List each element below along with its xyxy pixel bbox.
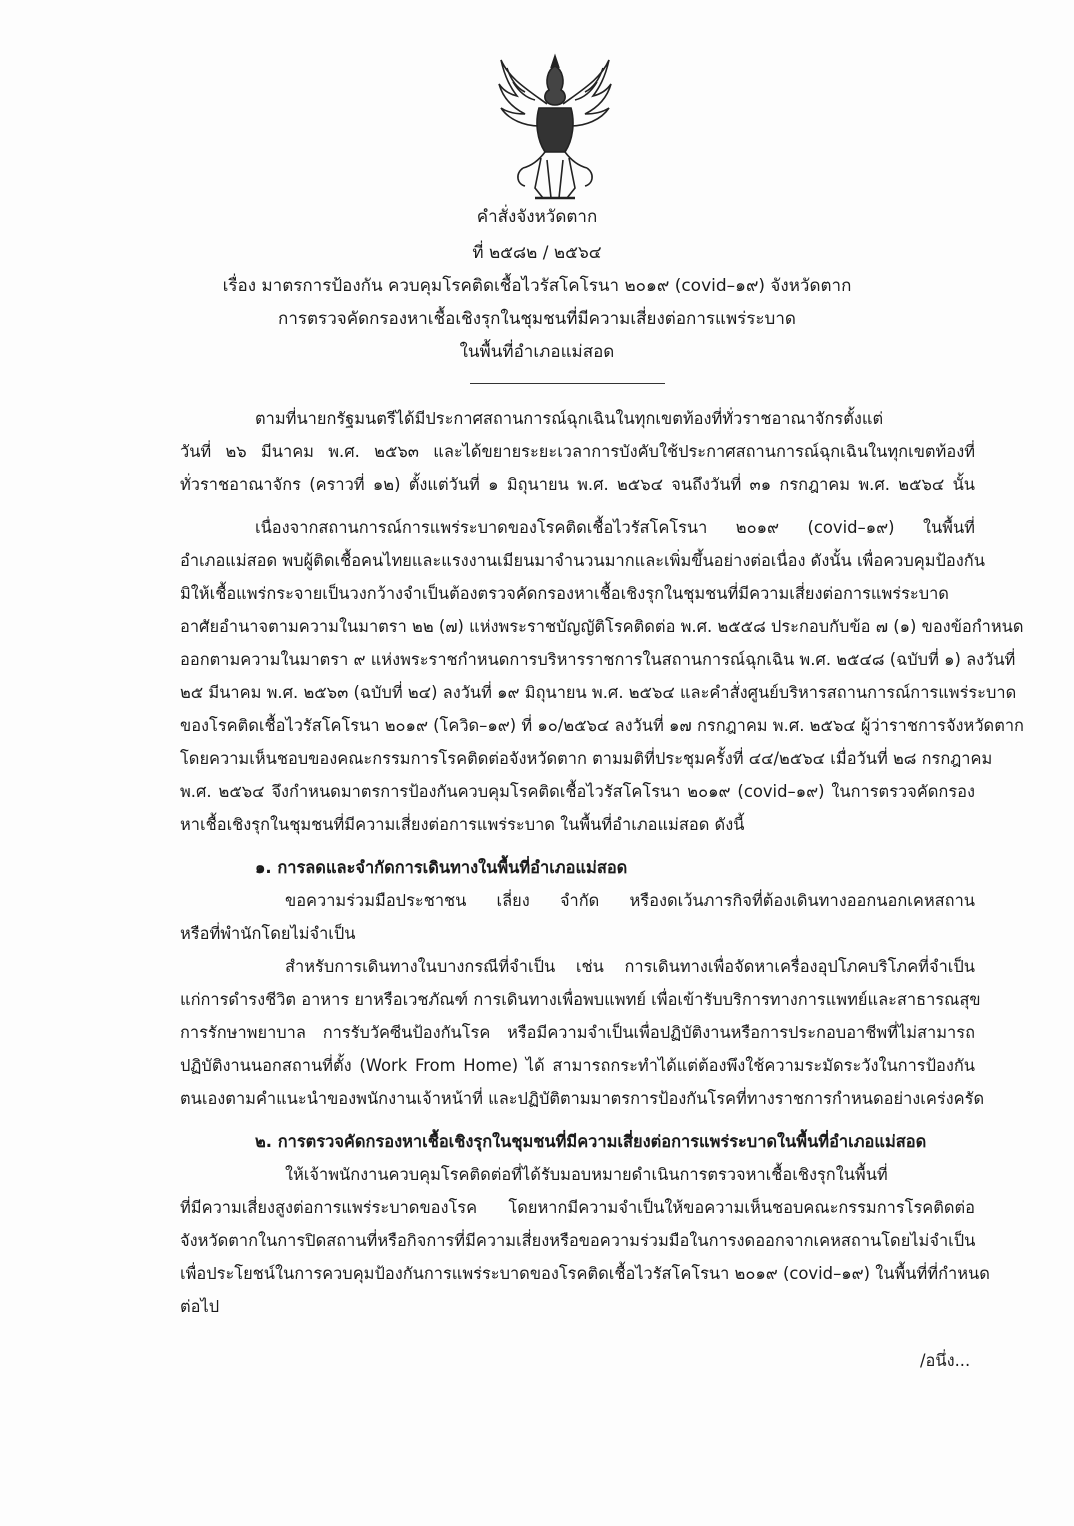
paragraph-2-line: อาศัยอำนาจตามความในมาตรา ๒๒ (๗) แห่งพระราชบัญญัติโรคติดต่อ พ.ศ. ๒๕๕๘ ประกอบกับข้อ ๗ (๑) ของข้อกำหนด (180, 617, 1024, 636)
section-1-line: การรักษาพยาบาล การรับวัคซีนป้องกันโรค หรือมีความจำเป็นเพื่อปฏิบัติงานหรือการประกอบอาชีพที่ไม่สามารถ (180, 1023, 975, 1042)
section-1-line: ขอความร่วมมือประชาชน เลี่ยง จำกัด หรืองดเว้นภารกิจที่ต้องเดินทางออกนอกเคหสถาน (285, 891, 975, 910)
title-divider (470, 383, 665, 384)
section-1-line: หรือที่พำนักโดยไม่จำเป็น (180, 924, 356, 943)
section-1-line: ปฏิบัติงานนอกสถานที่ตั้ง (Work From Home) ได้ สามารถกระทำได้แต่ต้องพึงใช้ความระมัดระวังในการป้องกัน (180, 1056, 975, 1075)
subject-line-1: เรื่อง มาตรการป้องกัน ควบคุมโรคติดเชื้อไวรัสโคโรนา ๒๐๑๙ (covid–๑๙) จังหวัดตาก (222, 276, 852, 296)
paragraph-2-line: ๒๕ มีนาคม พ.ศ. ๒๕๖๓ (ฉบับที่ ๒๔) ลงวันที่ ๑๙ มิถุนายน พ.ศ. ๒๕๖๔ และคำสั่งศูนย์บริหารสถานการณ์การแพร่ระบาด (180, 683, 1017, 702)
paragraph-1-line: วันที่ ๒๖ มีนาคม พ.ศ. ๒๕๖๓ และได้ขยายระยะเวลาการบังคับใช้ประกาศสถานการณ์ฉุกเฉินในทุกเขตท้องที่ (180, 442, 975, 461)
section-1-line: แก่การดำรงชีวิต อาหาร ยาหรือเวชภัณฑ์ การเดินทางเพื่อพบแพทย์ เพื่อเข้ารับบริการทางการแพทย์และสาธารณสุข (180, 990, 981, 1009)
order-number: ที่ ๒๕๘๒ / ๒๕๖๔ (472, 243, 602, 263)
section-2-line: จังหวัดตากในการปิดสถานที่หรือกิจการที่มีความเสี่ยงหรือขอความร่วมมือในการงดออกจากเคหสถานโดยไม่จำเป็น (180, 1231, 976, 1250)
section-2-line: ให้เจ้าพนักงานควบคุมโรคติดต่อที่ได้รับมอบหมายดำเนินการตรวจหาเชื้อเชิงรุกในพื้นที่ (285, 1165, 888, 1184)
section-1-line: ตนเองตามคำแนะนำของพนักงานเจ้าหน้าที่ และปฏิบัติตามมาตรการป้องกันโรคที่ทางราชการกำหนดอย่างเคร่งครัด (180, 1089, 985, 1108)
paragraph-2-line: หาเชื้อเชิงรุกในชุมชนที่มีความเสี่ยงต่อการแพร่ระบาด ในพื้นที่อำเภอแม่สอด ดังนี้ (180, 815, 745, 834)
section-1-heading: ๑. การลดและจำกัดการเดินทางในพื้นที่อำเภอแม่สอด (255, 858, 628, 877)
section-1-line: สำหรับการเดินทางในบางกรณีที่จำเป็น เช่น การเดินทางเพื่อจัดหาเครื่องอุปโภคบริโภคที่จำเป็น (285, 957, 975, 976)
paragraph-2-line: พ.ศ. ๒๕๖๔ จึงกำหนดมาตรการป้องกันควบคุมโรคติดเชื้อไวรัสโคโรนา ๒๐๑๙ (covid–๑๙) ในการตรวจคัดกรอง (180, 782, 975, 801)
paragraph-2-line: เนื่องจากสถานการณ์การแพร่ระบาดของโรคติดเชื้อไวรัสโคโรนา ๒๐๑๙ (covid–๑๙) ในพื้นที่ (255, 518, 975, 537)
continuation-marker: /อนึ่ง... (920, 1351, 971, 1370)
paragraph-2-line: โดยความเห็นชอบของคณะกรรมการโรคติดต่อจังหวัดตาก ตามมติที่ประชุมครั้งที่ ๔๔/๒๕๖๔ เมื่อวันที่ ๒๘ กรกฎาคม (180, 749, 993, 768)
paragraph-2-line: ออกตามความในมาตรา ๙ แห่งพระราชกำหนดการบริหารราชการในสถานการณ์ฉุกเฉิน พ.ศ. ๒๕๔๘ (ฉบับที่ ๑) ลงวันที่ (180, 650, 1016, 669)
paragraph-2-line: มิให้เชื้อแพร่กระจายเป็นวงกว้างจำเป็นต้องตรวจคัดกรองหาเชื้อเชิงรุกในชุมชนที่มีความเสี่ยงต่อการแพร่ระบาด (180, 584, 949, 603)
section-2-line: ต่อไป (180, 1297, 220, 1316)
paragraph-1-line: ตามที่นายกรัฐมนตรีได้มีประกาศสถานการณ์ฉุกเฉินในทุกเขตท้องที่ทั่วราชอาณาจักรตั้งแต่ (255, 409, 884, 428)
section-2-heading: ๒. การตรวจคัดกรองหาเชื้อเชิงรุกในชุมชนที่มีความเสี่ยงต่อการแพร่ระบาดในพื้นที่อำเภอแม่สอด (255, 1132, 927, 1151)
paragraph-1-line: ทั่วราชอาณาจักร (คราวที่ ๑๒) ตั้งแต่วันที่ ๑ มิถุนายน พ.ศ. ๒๕๖๔ จนถึงวันที่ ๓๑ กรกฎาคม พ.ศ. ๒๕๖๔ นั้น (180, 475, 975, 494)
section-2-line: เพื่อประโยชน์ในการควบคุมป้องกันการแพร่ระบาดของโรคติดเชื้อไวรัสโคโรนา ๒๐๑๙ (covid–๑๙) ในพื้นที่ที่กำหนด (180, 1264, 990, 1283)
paragraph-2-line: อำเภอแม่สอด พบผู้ติดเชื้อคนไทยและแรงงานเมียนมาจำนวนมากและเพิ่มขึ้นอย่างต่อเนื่อง ดังนั้น เพื่อควบคุมป้องกัน (180, 551, 985, 570)
section-2-line: ที่มีความเสี่ยงสูงต่อการแพร่ระบาดของโรค โดยหากมีความจำเป็นให้ขอความเห็นชอบคณะกรรมการโรคติดต่อ (180, 1198, 975, 1217)
subject-line-2: การตรวจคัดกรองหาเชื้อเชิงรุกในชุมชนที่มีความเสี่ยงต่อการแพร่ระบาด (278, 309, 796, 329)
order-title: คำสั่งจังหวัดตาก (476, 207, 598, 227)
paragraph-2-line: ของโรคติดเชื้อไวรัสโคโรนา ๒๐๑๙ (โควิด–๑๙) ที่ ๑๐/๒๕๖๔ ลงวันที่ ๑๗ กรกฎาคม พ.ศ. ๒๕๖๔ ผู้ว่าราชการจังหวัดตาก (180, 716, 1024, 735)
subject-line-3: ในพื้นที่อำเภอแม่สอด (459, 342, 615, 362)
garuda-emblem-icon (495, 48, 615, 208)
